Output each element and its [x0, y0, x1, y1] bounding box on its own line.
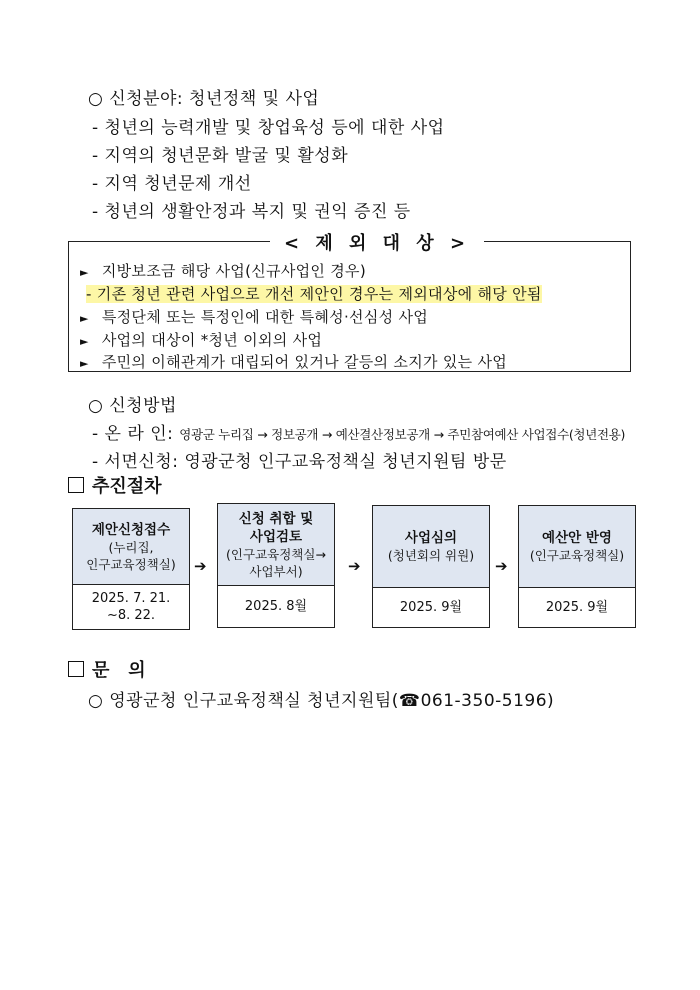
field-item: - 지역 청년문제 개선 — [92, 174, 252, 194]
exclusion-title: < 제 외 대 상 > — [270, 229, 484, 255]
exclusion-item: ► 지방보조금 해당 사업(신규사업인 경우) — [80, 262, 366, 280]
inquiry-heading: 문 의 — [68, 656, 146, 682]
arrow-right-icon: ➔ — [194, 557, 207, 575]
arrow-right-icon: ➔ — [495, 557, 508, 575]
exclusion-note: - 기존 청년 관련 사업으로 개선 제안인 경우는 제외대상에 해당 안됨 — [86, 285, 542, 303]
exclusion-item: ► 주민의 이해관계가 대립되어 있거나 갈등의 소지가 있는 사업 — [80, 353, 508, 371]
procedure-heading: 추진절차 — [68, 472, 162, 498]
exclusion-item: ► 사업의 대상이 *청년 이외의 사업 — [80, 331, 323, 349]
method-heading: ○ 신청방법 — [88, 396, 177, 416]
triangle-bullet-icon: ► — [80, 335, 89, 348]
field-item: - 청년의 생활안정과 복지 및 권익 증진 등 — [92, 202, 411, 222]
process-step-review: 신청 취합 및 사업검토 (인구교육정책실→ 사업부서) 2025. 8월 — [217, 503, 335, 628]
triangle-bullet-icon: ► — [80, 357, 89, 370]
process-step-application: 제안신청접수 (누리집, 인구교육정책실) 2025. 7. 21. ~8. 22. — [72, 508, 190, 630]
process-step-budget: 예산안 반영 (인구교육정책실) 2025. 9월 — [518, 505, 636, 628]
checkbox-square-icon — [68, 661, 84, 677]
method-offline: - 서면신청: 영광군청 인구교육정책실 청년지원팀 방문 — [92, 452, 507, 472]
checkbox-square-icon — [68, 477, 84, 493]
triangle-bullet-icon: ► — [80, 312, 89, 325]
exclusion-item: ► 특정단체 또는 특정인에 대한 특혜성·선심성 사업 — [80, 308, 429, 326]
process-step-deliberation: 사업심의 (청년회의 위원) 2025. 9월 — [372, 505, 490, 628]
triangle-bullet-icon: ► — [80, 266, 89, 279]
arrow-right-icon: ➔ — [348, 557, 361, 575]
field-item: - 지역의 청년문화 발굴 및 활성화 — [92, 146, 349, 166]
field-item: - 청년의 능력개발 및 창업육성 등에 대한 사업 — [92, 118, 445, 138]
inquiry-contact: ○ 영광군청 인구교육정책실 청년지원팀(☎061-350-5196) — [88, 691, 555, 711]
field-heading: ○ 신청분야: 청년정책 및 사업 — [88, 89, 320, 109]
method-online: - 온 라 인: 영광군 누리집 → 정보공개 → 예산결산정보공개 → 주민참여예산 사업접수(청년전용) — [92, 424, 626, 444]
